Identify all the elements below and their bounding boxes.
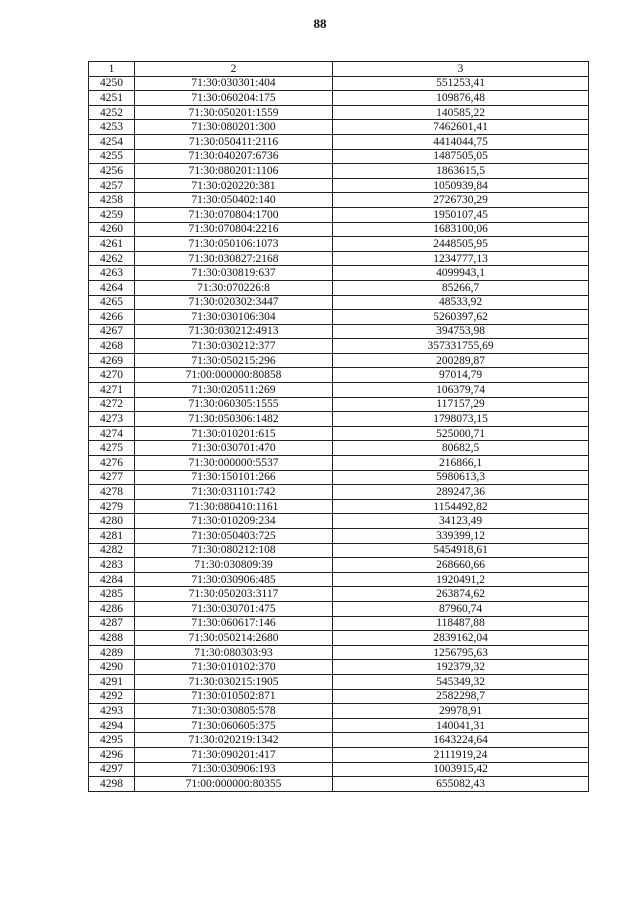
table-row	[89, 704, 589, 719]
row-number-cell: 4260	[89, 222, 135, 237]
table-row	[89, 105, 589, 120]
cadastral-number-cell: 71:30:050306:1482	[135, 412, 333, 427]
row-number-cell: 4286	[89, 601, 135, 616]
row-number-cell: 4269	[89, 353, 135, 368]
cadastral-number-cell: 71:30:050411:2116	[135, 134, 333, 149]
row-number-cell: 4298	[89, 777, 135, 792]
cadastral-number-cell: 71:30:030809:39	[135, 558, 333, 573]
row-number-cell: 4285	[89, 587, 135, 602]
cadastral-value-cell: 1003915,42	[333, 762, 589, 777]
cadastral-number-cell: 71:30:070804:2216	[135, 222, 333, 237]
cadastral-number-cell: 71:30:020219:1342	[135, 733, 333, 748]
cadastral-number-cell: 71:30:050402:140	[135, 193, 333, 208]
cadastral-number-cell: 71:30:090201:417	[135, 747, 333, 762]
row-number-cell: 4256	[89, 164, 135, 179]
cadastral-value-cell: 1643224,64	[333, 733, 589, 748]
column-header: 1	[89, 62, 135, 77]
cadastral-value-cell: 5980613,3	[333, 470, 589, 485]
cadastral-number-cell: 71:30:020302:3447	[135, 295, 333, 310]
table-row	[89, 397, 589, 412]
table-row	[89, 587, 589, 602]
table-row	[89, 412, 589, 427]
page-number: 88	[313, 16, 327, 31]
row-number-cell: 4250	[89, 76, 135, 91]
cadastral-value-cell: 268660,66	[333, 558, 589, 573]
cadastral-value-cell: 2726730,29	[333, 193, 589, 208]
table-row	[89, 558, 589, 573]
cadastral-value-cell: 263874,62	[333, 587, 589, 602]
cadastral-value-cell: 118487,88	[333, 616, 589, 631]
row-number-cell: 4276	[89, 456, 135, 471]
row-number-cell: 4283	[89, 558, 135, 573]
row-number-cell: 4258	[89, 193, 135, 208]
cadastral-value-cell: 4414044,75	[333, 134, 589, 149]
cadastral-number-cell: 71:30:010209:234	[135, 514, 333, 529]
table-row	[89, 339, 589, 354]
table-row	[89, 353, 589, 368]
cadastral-number-cell: 71:30:020511:269	[135, 383, 333, 398]
row-number-cell: 4295	[89, 733, 135, 748]
cadastral-number-cell: 71:30:030212:4913	[135, 324, 333, 339]
row-number-cell: 4263	[89, 266, 135, 281]
cadastral-number-cell: 71:30:060605:375	[135, 718, 333, 733]
cadastral-number-cell: 71:30:080201:300	[135, 120, 333, 135]
row-number-cell: 4267	[89, 324, 135, 339]
cadastral-value-cell: 5454918,61	[333, 543, 589, 558]
cadastral-value-cell: 655082,43	[333, 777, 589, 792]
row-number-cell: 4264	[89, 280, 135, 295]
cadastral-value-cell: 1154492,82	[333, 499, 589, 514]
row-number-cell: 4265	[89, 295, 135, 310]
cadastral-value-cell: 2582298,7	[333, 689, 589, 704]
cadastral-number-cell: 71:30:000000:5537	[135, 456, 333, 471]
table-row	[89, 266, 589, 281]
row-number-cell: 4271	[89, 383, 135, 398]
cadastral-value-cell: 1920491,2	[333, 572, 589, 587]
cadastral-value-cell: 2111919,24	[333, 747, 589, 762]
table-row	[89, 499, 589, 514]
table-row	[89, 134, 589, 149]
table-row	[89, 149, 589, 164]
cadastral-number-cell: 71:30:030827:2168	[135, 251, 333, 266]
table-row	[89, 601, 589, 616]
table-row	[89, 631, 589, 646]
row-number-cell: 4277	[89, 470, 135, 485]
row-number-cell: 4288	[89, 631, 135, 646]
cadastral-number-cell: 71:30:031101:742	[135, 485, 333, 500]
cadastral-number-cell: 71:30:030215:1905	[135, 674, 333, 689]
cadastral-value-cell: 48533,92	[333, 295, 589, 310]
cadastral-number-cell: 71:30:050106:1073	[135, 237, 333, 252]
table-row	[89, 324, 589, 339]
cadastral-number-cell: 71:30:010102:370	[135, 660, 333, 675]
cadastral-value-cell: 117157,29	[333, 397, 589, 412]
row-number-cell: 4251	[89, 91, 135, 106]
row-number-cell: 4270	[89, 368, 135, 383]
cadastral-value-table	[88, 61, 589, 792]
table-row	[89, 616, 589, 631]
table-row	[89, 164, 589, 179]
cadastral-value-cell: 289247,36	[333, 485, 589, 500]
cadastral-value-cell: 1950107,45	[333, 207, 589, 222]
table-row	[89, 310, 589, 325]
cadastral-value-cell: 1863615,5	[333, 164, 589, 179]
cadastral-value-cell: 109876,48	[333, 91, 589, 106]
table-row	[89, 660, 589, 675]
cadastral-value-cell: 140585,22	[333, 105, 589, 120]
cadastral-value-cell: 140041,31	[333, 718, 589, 733]
row-number-cell: 4272	[89, 397, 135, 412]
table-row	[89, 674, 589, 689]
row-number-cell: 4292	[89, 689, 135, 704]
cadastral-number-cell: 71:30:080201:1106	[135, 164, 333, 179]
table-row	[89, 207, 589, 222]
cadastral-value-cell: 34123,49	[333, 514, 589, 529]
cadastral-value-cell: 1256795,63	[333, 645, 589, 660]
cadastral-number-cell: 71:30:150101:266	[135, 470, 333, 485]
cadastral-number-cell: 71:30:030906:193	[135, 762, 333, 777]
cadastral-number-cell: 71:00:000000:80355	[135, 777, 333, 792]
cadastral-number-cell: 71:30:060617:146	[135, 616, 333, 631]
table-row	[89, 733, 589, 748]
table-row	[89, 222, 589, 237]
cadastral-number-cell: 71:30:030212:377	[135, 339, 333, 354]
row-number-cell: 4297	[89, 762, 135, 777]
cadastral-value-cell: 339399,12	[333, 529, 589, 544]
table-row	[89, 777, 589, 792]
cadastral-number-cell: 71:30:080303:93	[135, 645, 333, 660]
cadastral-value-cell: 97014,79	[333, 368, 589, 383]
cadastral-number-cell: 71:30:060204:175	[135, 91, 333, 106]
row-number-cell: 4275	[89, 441, 135, 456]
table-row	[89, 645, 589, 660]
table-row	[89, 718, 589, 733]
cadastral-number-cell: 71:30:070226:8	[135, 280, 333, 295]
cadastral-number-cell: 71:30:050403:725	[135, 529, 333, 544]
table-row	[89, 514, 589, 529]
row-number-cell: 4274	[89, 426, 135, 441]
cadastral-value-cell: 525000,71	[333, 426, 589, 441]
cadastral-value-cell: 545349,32	[333, 674, 589, 689]
table-row	[89, 441, 589, 456]
table-row	[89, 470, 589, 485]
table-row	[89, 280, 589, 295]
cadastral-number-cell: 71:30:030805:578	[135, 704, 333, 719]
cadastral-value-cell: 2448505,95	[333, 237, 589, 252]
table-row	[89, 485, 589, 500]
table-row	[89, 572, 589, 587]
cadastral-value-cell: 106379,74	[333, 383, 589, 398]
cadastral-value-cell: 2839162,04	[333, 631, 589, 646]
cadastral-value-cell: 551253,41	[333, 76, 589, 91]
cadastral-number-cell: 71:30:050215:296	[135, 353, 333, 368]
cadastral-number-cell: 71:00:000000:80858	[135, 368, 333, 383]
row-number-cell: 4287	[89, 616, 135, 631]
table-row	[89, 91, 589, 106]
table-row	[89, 529, 589, 544]
table-row	[89, 178, 589, 193]
cadastral-value-cell: 80682,5	[333, 441, 589, 456]
table-body	[89, 76, 589, 791]
cadastral-number-cell: 71:30:050203:3117	[135, 587, 333, 602]
cadastral-number-cell: 71:30:030819:637	[135, 266, 333, 281]
row-number-cell: 4262	[89, 251, 135, 266]
row-number-cell: 4282	[89, 543, 135, 558]
cadastral-value-cell: 192379,32	[333, 660, 589, 675]
row-number-cell: 4252	[89, 105, 135, 120]
row-number-cell: 4284	[89, 572, 135, 587]
cadastral-number-cell: 71:30:030701:475	[135, 601, 333, 616]
column-header: 2	[135, 62, 333, 77]
row-number-cell: 4294	[89, 718, 135, 733]
table-row	[89, 368, 589, 383]
table-row	[89, 76, 589, 91]
row-number-cell: 4293	[89, 704, 135, 719]
table-row	[89, 295, 589, 310]
table-row	[89, 193, 589, 208]
cadastral-number-cell: 71:30:030906:485	[135, 572, 333, 587]
row-number-cell: 4261	[89, 237, 135, 252]
cadastral-value-cell: 1234777,13	[333, 251, 589, 266]
cadastral-value-cell: 1683100,06	[333, 222, 589, 237]
row-number-cell: 4296	[89, 747, 135, 762]
row-number-cell: 4255	[89, 149, 135, 164]
cadastral-number-cell: 71:30:010201:615	[135, 426, 333, 441]
row-number-cell: 4259	[89, 207, 135, 222]
cadastral-number-cell: 71:30:020220:381	[135, 178, 333, 193]
row-number-cell: 4273	[89, 412, 135, 427]
row-number-cell: 4257	[89, 178, 135, 193]
cadastral-value-cell: 1050939,84	[333, 178, 589, 193]
row-number-cell: 4253	[89, 120, 135, 135]
row-number-cell: 4291	[89, 674, 135, 689]
cadastral-number-cell: 71:30:050214:2680	[135, 631, 333, 646]
cadastral-value-cell: 29978,91	[333, 704, 589, 719]
row-number-cell: 4278	[89, 485, 135, 500]
cadastral-number-cell: 71:30:030701:470	[135, 441, 333, 456]
table-row	[89, 689, 589, 704]
row-number-cell: 4280	[89, 514, 135, 529]
table-header-row	[89, 62, 589, 77]
cadastral-number-cell: 71:30:050201:1559	[135, 105, 333, 120]
table-row	[89, 383, 589, 398]
table-row	[89, 762, 589, 777]
cadastral-value-cell: 1798073,15	[333, 412, 589, 427]
cadastral-value-cell: 200289,87	[333, 353, 589, 368]
row-number-cell: 4266	[89, 310, 135, 325]
row-number-cell: 4254	[89, 134, 135, 149]
cadastral-number-cell: 71:30:030301:404	[135, 76, 333, 91]
column-header: 3	[333, 62, 589, 77]
cadastral-value-cell: 87960,74	[333, 601, 589, 616]
row-number-cell: 4268	[89, 339, 135, 354]
cadastral-value-cell: 85266,7	[333, 280, 589, 295]
cadastral-value-cell: 4099943,1	[333, 266, 589, 281]
cadastral-number-cell: 71:30:080212:108	[135, 543, 333, 558]
table-row	[89, 456, 589, 471]
cadastral-value-cell: 216866,1	[333, 456, 589, 471]
row-number-cell: 4290	[89, 660, 135, 675]
cadastral-value-cell: 7462601,41	[333, 120, 589, 135]
cadastral-number-cell: 71:30:060305:1555	[135, 397, 333, 412]
table-row	[89, 543, 589, 558]
table-row	[89, 747, 589, 762]
table-row	[89, 120, 589, 135]
row-number-cell: 4281	[89, 529, 135, 544]
cadastral-number-cell: 71:30:010502:871	[135, 689, 333, 704]
cadastral-value-cell: 1487505,05	[333, 149, 589, 164]
row-number-cell: 4279	[89, 499, 135, 514]
cadastral-value-cell: 5260397,62	[333, 310, 589, 325]
table-row	[89, 426, 589, 441]
table-row	[89, 237, 589, 252]
cadastral-number-cell: 71:30:040207:6736	[135, 149, 333, 164]
cadastral-value-cell: 394753,98	[333, 324, 589, 339]
cadastral-number-cell: 71:30:030106:304	[135, 310, 333, 325]
cadastral-number-cell: 71:30:070804:1700	[135, 207, 333, 222]
table-row	[89, 251, 589, 266]
row-number-cell: 4289	[89, 645, 135, 660]
cadastral-number-cell: 71:30:080410:1161	[135, 499, 333, 514]
cadastral-value-cell: 357331755,69	[333, 339, 589, 354]
